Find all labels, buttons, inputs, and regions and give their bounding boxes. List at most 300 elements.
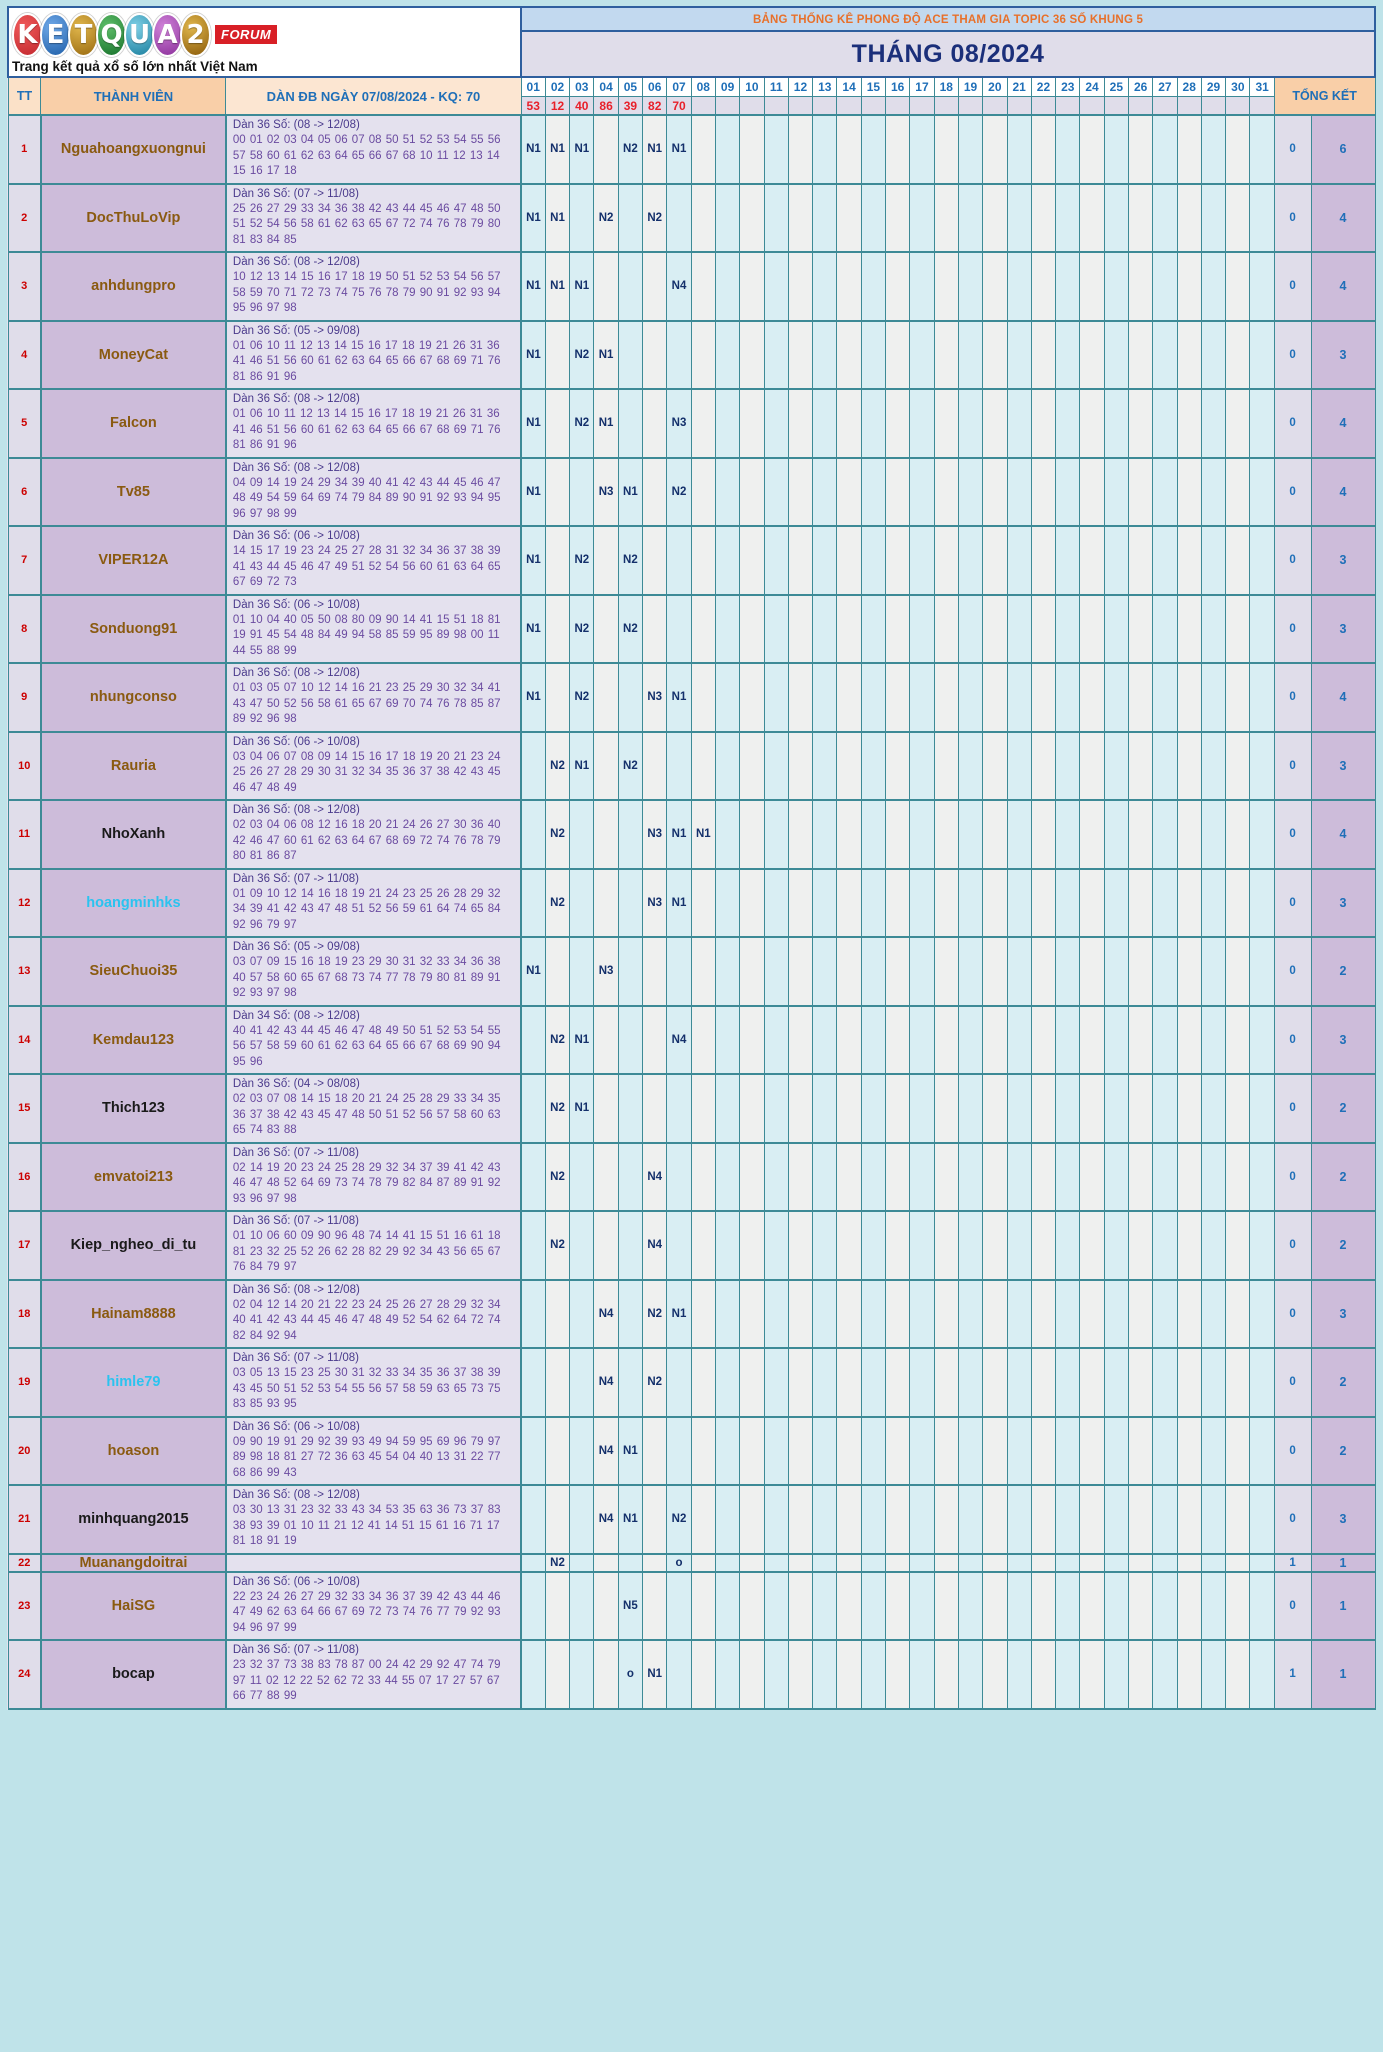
day-cell-14[interactable] (837, 1572, 861, 1641)
day-cell-7[interactable]: N4 (667, 1006, 691, 1075)
day-cell-21[interactable] (1007, 1417, 1031, 1486)
day-cell-28[interactable] (1177, 184, 1201, 253)
member-name-cell[interactable] (41, 389, 226, 458)
day-cell-11[interactable] (764, 526, 788, 595)
member-name-cell[interactable] (41, 526, 226, 595)
day-cell-14[interactable] (837, 937, 861, 1006)
day-cell-4[interactable] (594, 1211, 618, 1280)
day-cell-29[interactable] (1201, 1211, 1225, 1280)
day-cell-30[interactable] (1226, 1417, 1250, 1486)
day-cell-19[interactable] (958, 458, 982, 527)
day-cell-13[interactable] (813, 1417, 837, 1486)
day-cell-11[interactable] (764, 1348, 788, 1417)
day-cell-19[interactable] (958, 184, 982, 253)
day-cell-17[interactable] (910, 252, 934, 321)
day-cell-4[interactable] (594, 1554, 618, 1572)
day-cell-11[interactable] (764, 1554, 788, 1572)
day-cell-16[interactable] (886, 1640, 910, 1709)
day-cell-23[interactable] (1056, 1485, 1080, 1554)
day-cell-4[interactable]: N4 (594, 1280, 618, 1349)
day-cell-2[interactable] (545, 1485, 569, 1554)
day-cell-7[interactable] (667, 1572, 691, 1641)
day-cell-12[interactable] (788, 1417, 812, 1486)
day-cell-19[interactable] (958, 321, 982, 390)
day-cell-30[interactable] (1226, 869, 1250, 938)
day-cell-3[interactable]: N1 (570, 115, 594, 184)
day-cell-25[interactable] (1104, 732, 1128, 801)
day-cell-31[interactable] (1250, 184, 1274, 253)
day-cell-10[interactable] (740, 1211, 764, 1280)
header-day-22[interactable]: 22 (1031, 77, 1055, 97)
day-cell-25[interactable] (1104, 1572, 1128, 1641)
day-cell-21[interactable] (1007, 732, 1031, 801)
day-cell-24[interactable] (1080, 1280, 1104, 1349)
day-cell-22[interactable] (1031, 1006, 1055, 1075)
member-name-cell[interactable] (41, 800, 226, 869)
member-name-cell[interactable] (41, 1280, 226, 1349)
day-cell-8[interactable] (691, 1074, 715, 1143)
day-cell-12[interactable] (788, 184, 812, 253)
day-cell-31[interactable] (1250, 869, 1274, 938)
day-cell-25[interactable] (1104, 663, 1128, 732)
day-cell-8[interactable] (691, 1211, 715, 1280)
day-cell-20[interactable] (983, 526, 1007, 595)
day-cell-7[interactable] (667, 595, 691, 664)
day-cell-23[interactable] (1056, 1211, 1080, 1280)
day-cell-15[interactable] (861, 800, 885, 869)
day-cell-20[interactable] (983, 663, 1007, 732)
day-cell-7[interactable] (667, 1074, 691, 1143)
day-cell-31[interactable] (1250, 1074, 1274, 1143)
day-cell-31[interactable] (1250, 115, 1274, 184)
day-cell-18[interactable] (934, 321, 958, 390)
day-cell-10[interactable] (740, 1554, 764, 1572)
day-cell-29[interactable] (1201, 252, 1225, 321)
day-cell-10[interactable] (740, 458, 764, 527)
day-cell-21[interactable] (1007, 1006, 1031, 1075)
day-cell-4[interactable]: N1 (594, 389, 618, 458)
day-cell-3[interactable] (570, 937, 594, 1006)
day-cell-14[interactable] (837, 252, 861, 321)
day-cell-24[interactable] (1080, 526, 1104, 595)
day-cell-31[interactable] (1250, 1006, 1274, 1075)
day-cell-16[interactable] (886, 800, 910, 869)
day-cell-17[interactable] (910, 1143, 934, 1212)
day-cell-13[interactable] (813, 184, 837, 253)
day-cell-27[interactable] (1153, 1417, 1177, 1486)
day-cell-12[interactable] (788, 732, 812, 801)
day-cell-10[interactable] (740, 1280, 764, 1349)
day-cell-17[interactable] (910, 389, 934, 458)
day-cell-15[interactable] (861, 458, 885, 527)
day-cell-30[interactable] (1226, 1554, 1250, 1572)
day-cell-7[interactable]: N2 (667, 458, 691, 527)
day-cell-18[interactable] (934, 252, 958, 321)
day-cell-22[interactable] (1031, 458, 1055, 527)
day-cell-22[interactable] (1031, 732, 1055, 801)
header-day-25[interactable]: 25 (1104, 77, 1128, 97)
day-cell-23[interactable] (1056, 1554, 1080, 1572)
day-cell-17[interactable] (910, 869, 934, 938)
day-cell-6[interactable]: N3 (643, 800, 667, 869)
day-cell-31[interactable] (1250, 252, 1274, 321)
day-cell-7[interactable]: N1 (667, 663, 691, 732)
day-cell-7[interactable] (667, 1640, 691, 1709)
day-cell-25[interactable] (1104, 458, 1128, 527)
day-cell-11[interactable] (764, 1485, 788, 1554)
member-name-cell[interactable] (41, 1348, 226, 1417)
day-cell-12[interactable] (788, 663, 812, 732)
day-cell-13[interactable] (813, 1640, 837, 1709)
day-cell-9[interactable] (715, 1417, 739, 1486)
day-cell-25[interactable] (1104, 1348, 1128, 1417)
day-cell-23[interactable] (1056, 1280, 1080, 1349)
day-cell-4[interactable] (594, 663, 618, 732)
day-cell-30[interactable] (1226, 1211, 1250, 1280)
day-cell-17[interactable] (910, 663, 934, 732)
day-cell-28[interactable] (1177, 869, 1201, 938)
day-cell-5[interactable] (618, 321, 642, 390)
day-cell-24[interactable] (1080, 458, 1104, 527)
day-cell-16[interactable] (886, 321, 910, 390)
day-cell-16[interactable] (886, 1074, 910, 1143)
day-cell-11[interactable] (764, 937, 788, 1006)
day-cell-9[interactable] (715, 115, 739, 184)
day-cell-1[interactable] (521, 1348, 545, 1417)
day-cell-5[interactable] (618, 1143, 642, 1212)
day-cell-18[interactable] (934, 800, 958, 869)
day-cell-31[interactable] (1250, 1417, 1274, 1486)
day-cell-15[interactable] (861, 1143, 885, 1212)
day-cell-20[interactable] (983, 800, 1007, 869)
day-cell-28[interactable] (1177, 1348, 1201, 1417)
day-cell-7[interactable] (667, 732, 691, 801)
day-cell-10[interactable] (740, 1348, 764, 1417)
day-cell-16[interactable] (886, 526, 910, 595)
day-cell-27[interactable] (1153, 1554, 1177, 1572)
day-cell-28[interactable] (1177, 595, 1201, 664)
day-cell-19[interactable] (958, 800, 982, 869)
day-cell-3[interactable] (570, 184, 594, 253)
day-cell-5[interactable] (618, 252, 642, 321)
day-cell-17[interactable] (910, 595, 934, 664)
day-cell-20[interactable] (983, 937, 1007, 1006)
day-cell-1[interactable] (521, 1485, 545, 1554)
day-cell-22[interactable] (1031, 800, 1055, 869)
day-cell-30[interactable] (1226, 1572, 1250, 1641)
day-cell-31[interactable] (1250, 663, 1274, 732)
day-cell-1[interactable] (521, 1572, 545, 1641)
day-cell-14[interactable] (837, 732, 861, 801)
day-cell-19[interactable] (958, 115, 982, 184)
header-day-02[interactable]: 02 (545, 77, 569, 97)
header-day-19[interactable]: 19 (958, 77, 982, 97)
day-cell-17[interactable] (910, 526, 934, 595)
day-cell-22[interactable] (1031, 1074, 1055, 1143)
day-cell-22[interactable] (1031, 115, 1055, 184)
day-cell-22[interactable] (1031, 1485, 1055, 1554)
day-cell-13[interactable] (813, 1485, 837, 1554)
day-cell-6[interactable] (643, 526, 667, 595)
day-cell-20[interactable] (983, 115, 1007, 184)
day-cell-9[interactable] (715, 1280, 739, 1349)
day-cell-5[interactable] (618, 1006, 642, 1075)
day-cell-15[interactable] (861, 595, 885, 664)
day-cell-20[interactable] (983, 458, 1007, 527)
day-cell-16[interactable] (886, 869, 910, 938)
day-cell-17[interactable] (910, 1211, 934, 1280)
day-cell-11[interactable] (764, 1143, 788, 1212)
day-cell-2[interactable]: N1 (545, 252, 569, 321)
day-cell-29[interactable] (1201, 526, 1225, 595)
day-cell-14[interactable] (837, 1417, 861, 1486)
day-cell-21[interactable] (1007, 1640, 1031, 1709)
day-cell-27[interactable] (1153, 1143, 1177, 1212)
day-cell-30[interactable] (1226, 115, 1250, 184)
day-cell-13[interactable] (813, 937, 837, 1006)
day-cell-16[interactable] (886, 732, 910, 801)
day-cell-8[interactable] (691, 663, 715, 732)
day-cell-1[interactable]: N1 (521, 184, 545, 253)
day-cell-3[interactable] (570, 1554, 594, 1572)
day-cell-1[interactable]: N1 (521, 937, 545, 1006)
day-cell-28[interactable] (1177, 1572, 1201, 1641)
day-cell-16[interactable] (886, 115, 910, 184)
day-cell-24[interactable] (1080, 115, 1104, 184)
day-cell-15[interactable] (861, 1572, 885, 1641)
day-cell-22[interactable] (1031, 1554, 1055, 1572)
day-cell-15[interactable] (861, 115, 885, 184)
day-cell-22[interactable] (1031, 526, 1055, 595)
day-cell-7[interactable] (667, 184, 691, 253)
day-cell-25[interactable] (1104, 595, 1128, 664)
day-cell-22[interactable] (1031, 663, 1055, 732)
day-cell-10[interactable] (740, 869, 764, 938)
day-cell-29[interactable] (1201, 1417, 1225, 1486)
day-cell-8[interactable] (691, 1572, 715, 1641)
day-cell-8[interactable] (691, 1143, 715, 1212)
day-cell-31[interactable] (1250, 595, 1274, 664)
day-cell-26[interactable] (1128, 1572, 1152, 1641)
day-cell-10[interactable] (740, 1572, 764, 1641)
day-cell-29[interactable] (1201, 458, 1225, 527)
day-cell-26[interactable] (1128, 389, 1152, 458)
day-cell-30[interactable] (1226, 252, 1250, 321)
day-cell-23[interactable] (1056, 1006, 1080, 1075)
day-cell-11[interactable] (764, 389, 788, 458)
day-cell-27[interactable] (1153, 1348, 1177, 1417)
day-cell-2[interactable] (545, 1280, 569, 1349)
day-cell-20[interactable] (983, 1006, 1007, 1075)
day-cell-19[interactable] (958, 1572, 982, 1641)
day-cell-26[interactable] (1128, 595, 1152, 664)
day-cell-3[interactable] (570, 1485, 594, 1554)
day-cell-17[interactable] (910, 184, 934, 253)
day-cell-20[interactable] (983, 869, 1007, 938)
day-cell-18[interactable] (934, 1572, 958, 1641)
day-cell-25[interactable] (1104, 526, 1128, 595)
day-cell-1[interactable]: N1 (521, 663, 545, 732)
header-day-17[interactable]: 17 (910, 77, 934, 97)
day-cell-1[interactable]: N1 (521, 389, 545, 458)
day-cell-6[interactable] (643, 732, 667, 801)
day-cell-23[interactable] (1056, 1143, 1080, 1212)
day-cell-11[interactable] (764, 1074, 788, 1143)
day-cell-5[interactable] (618, 937, 642, 1006)
day-cell-8[interactable] (691, 389, 715, 458)
member-name-cell[interactable] (41, 458, 226, 527)
day-cell-20[interactable] (983, 1572, 1007, 1641)
day-cell-31[interactable] (1250, 389, 1274, 458)
day-cell-26[interactable] (1128, 937, 1152, 1006)
day-cell-19[interactable] (958, 1280, 982, 1349)
day-cell-14[interactable] (837, 1485, 861, 1554)
day-cell-18[interactable] (934, 115, 958, 184)
day-cell-10[interactable] (740, 321, 764, 390)
day-cell-12[interactable] (788, 800, 812, 869)
day-cell-27[interactable] (1153, 732, 1177, 801)
day-cell-18[interactable] (934, 1485, 958, 1554)
day-cell-26[interactable] (1128, 1417, 1152, 1486)
header-day-21[interactable]: 21 (1007, 77, 1031, 97)
day-cell-24[interactable] (1080, 1417, 1104, 1486)
day-cell-31[interactable] (1250, 1211, 1274, 1280)
day-cell-23[interactable] (1056, 1348, 1080, 1417)
day-cell-2[interactable]: N2 (545, 1211, 569, 1280)
header-day-15[interactable]: 15 (861, 77, 885, 97)
day-cell-28[interactable] (1177, 115, 1201, 184)
day-cell-21[interactable] (1007, 1074, 1031, 1143)
day-cell-15[interactable] (861, 1640, 885, 1709)
day-cell-31[interactable] (1250, 1640, 1274, 1709)
day-cell-27[interactable] (1153, 321, 1177, 390)
day-cell-15[interactable] (861, 1348, 885, 1417)
header-day-31[interactable]: 31 (1250, 77, 1274, 97)
day-cell-14[interactable] (837, 1211, 861, 1280)
day-cell-29[interactable] (1201, 389, 1225, 458)
day-cell-24[interactable] (1080, 800, 1104, 869)
day-cell-4[interactable] (594, 526, 618, 595)
day-cell-12[interactable] (788, 458, 812, 527)
day-cell-22[interactable] (1031, 595, 1055, 664)
day-cell-10[interactable] (740, 1006, 764, 1075)
day-cell-6[interactable] (643, 1572, 667, 1641)
day-cell-3[interactable] (570, 1348, 594, 1417)
day-cell-29[interactable] (1201, 321, 1225, 390)
day-cell-21[interactable] (1007, 1348, 1031, 1417)
day-cell-21[interactable] (1007, 663, 1031, 732)
day-cell-19[interactable] (958, 1074, 982, 1143)
day-cell-31[interactable] (1250, 1348, 1274, 1417)
day-cell-16[interactable] (886, 1006, 910, 1075)
day-cell-5[interactable] (618, 1554, 642, 1572)
day-cell-27[interactable] (1153, 595, 1177, 664)
day-cell-3[interactable]: N2 (570, 595, 594, 664)
day-cell-26[interactable] (1128, 1348, 1152, 1417)
day-cell-26[interactable] (1128, 1143, 1152, 1212)
day-cell-27[interactable] (1153, 458, 1177, 527)
day-cell-4[interactable] (594, 732, 618, 801)
day-cell-5[interactable]: N1 (618, 1485, 642, 1554)
day-cell-8[interactable] (691, 869, 715, 938)
day-cell-7[interactable]: N2 (667, 1485, 691, 1554)
day-cell-1[interactable] (521, 1006, 545, 1075)
day-cell-20[interactable] (983, 252, 1007, 321)
day-cell-28[interactable] (1177, 1280, 1201, 1349)
day-cell-4[interactable] (594, 1143, 618, 1212)
day-cell-3[interactable] (570, 458, 594, 527)
day-cell-7[interactable] (667, 1211, 691, 1280)
day-cell-5[interactable] (618, 1211, 642, 1280)
day-cell-11[interactable] (764, 1006, 788, 1075)
day-cell-8[interactable] (691, 252, 715, 321)
day-cell-30[interactable] (1226, 526, 1250, 595)
day-cell-15[interactable] (861, 1211, 885, 1280)
day-cell-3[interactable] (570, 1143, 594, 1212)
day-cell-24[interactable] (1080, 1485, 1104, 1554)
member-name-cell[interactable] (41, 115, 226, 184)
day-cell-18[interactable] (934, 184, 958, 253)
day-cell-24[interactable] (1080, 1006, 1104, 1075)
day-cell-2[interactable]: N1 (545, 115, 569, 184)
day-cell-9[interactable] (715, 458, 739, 527)
day-cell-18[interactable] (934, 1280, 958, 1349)
day-cell-9[interactable] (715, 526, 739, 595)
day-cell-7[interactable]: N1 (667, 115, 691, 184)
header-day-07[interactable]: 07 (667, 77, 691, 97)
day-cell-14[interactable] (837, 1640, 861, 1709)
day-cell-19[interactable] (958, 1485, 982, 1554)
day-cell-15[interactable] (861, 252, 885, 321)
day-cell-28[interactable] (1177, 1211, 1201, 1280)
day-cell-31[interactable] (1250, 937, 1274, 1006)
member-name-cell[interactable] (41, 1006, 226, 1075)
day-cell-21[interactable] (1007, 321, 1031, 390)
day-cell-6[interactable]: N4 (643, 1143, 667, 1212)
day-cell-1[interactable]: N1 (521, 115, 545, 184)
day-cell-22[interactable] (1031, 1572, 1055, 1641)
day-cell-8[interactable] (691, 1280, 715, 1349)
day-cell-11[interactable] (764, 252, 788, 321)
day-cell-28[interactable] (1177, 1485, 1201, 1554)
day-cell-29[interactable] (1201, 1006, 1225, 1075)
member-name-cell[interactable] (41, 1417, 226, 1486)
day-cell-24[interactable] (1080, 389, 1104, 458)
day-cell-28[interactable] (1177, 800, 1201, 869)
day-cell-29[interactable] (1201, 869, 1225, 938)
day-cell-31[interactable] (1250, 800, 1274, 869)
day-cell-11[interactable] (764, 595, 788, 664)
day-cell-23[interactable] (1056, 458, 1080, 527)
day-cell-11[interactable] (764, 869, 788, 938)
day-cell-24[interactable] (1080, 869, 1104, 938)
day-cell-30[interactable] (1226, 732, 1250, 801)
day-cell-20[interactable] (983, 1554, 1007, 1572)
day-cell-11[interactable] (764, 800, 788, 869)
day-cell-3[interactable]: N2 (570, 526, 594, 595)
day-cell-19[interactable] (958, 937, 982, 1006)
day-cell-17[interactable] (910, 1417, 934, 1486)
day-cell-7[interactable]: N1 (667, 800, 691, 869)
day-cell-19[interactable] (958, 663, 982, 732)
day-cell-14[interactable] (837, 1554, 861, 1572)
day-cell-6[interactable]: N1 (643, 1640, 667, 1709)
day-cell-13[interactable] (813, 800, 837, 869)
day-cell-6[interactable] (643, 937, 667, 1006)
day-cell-4[interactable] (594, 1640, 618, 1709)
day-cell-24[interactable] (1080, 1074, 1104, 1143)
day-cell-6[interactable] (643, 321, 667, 390)
